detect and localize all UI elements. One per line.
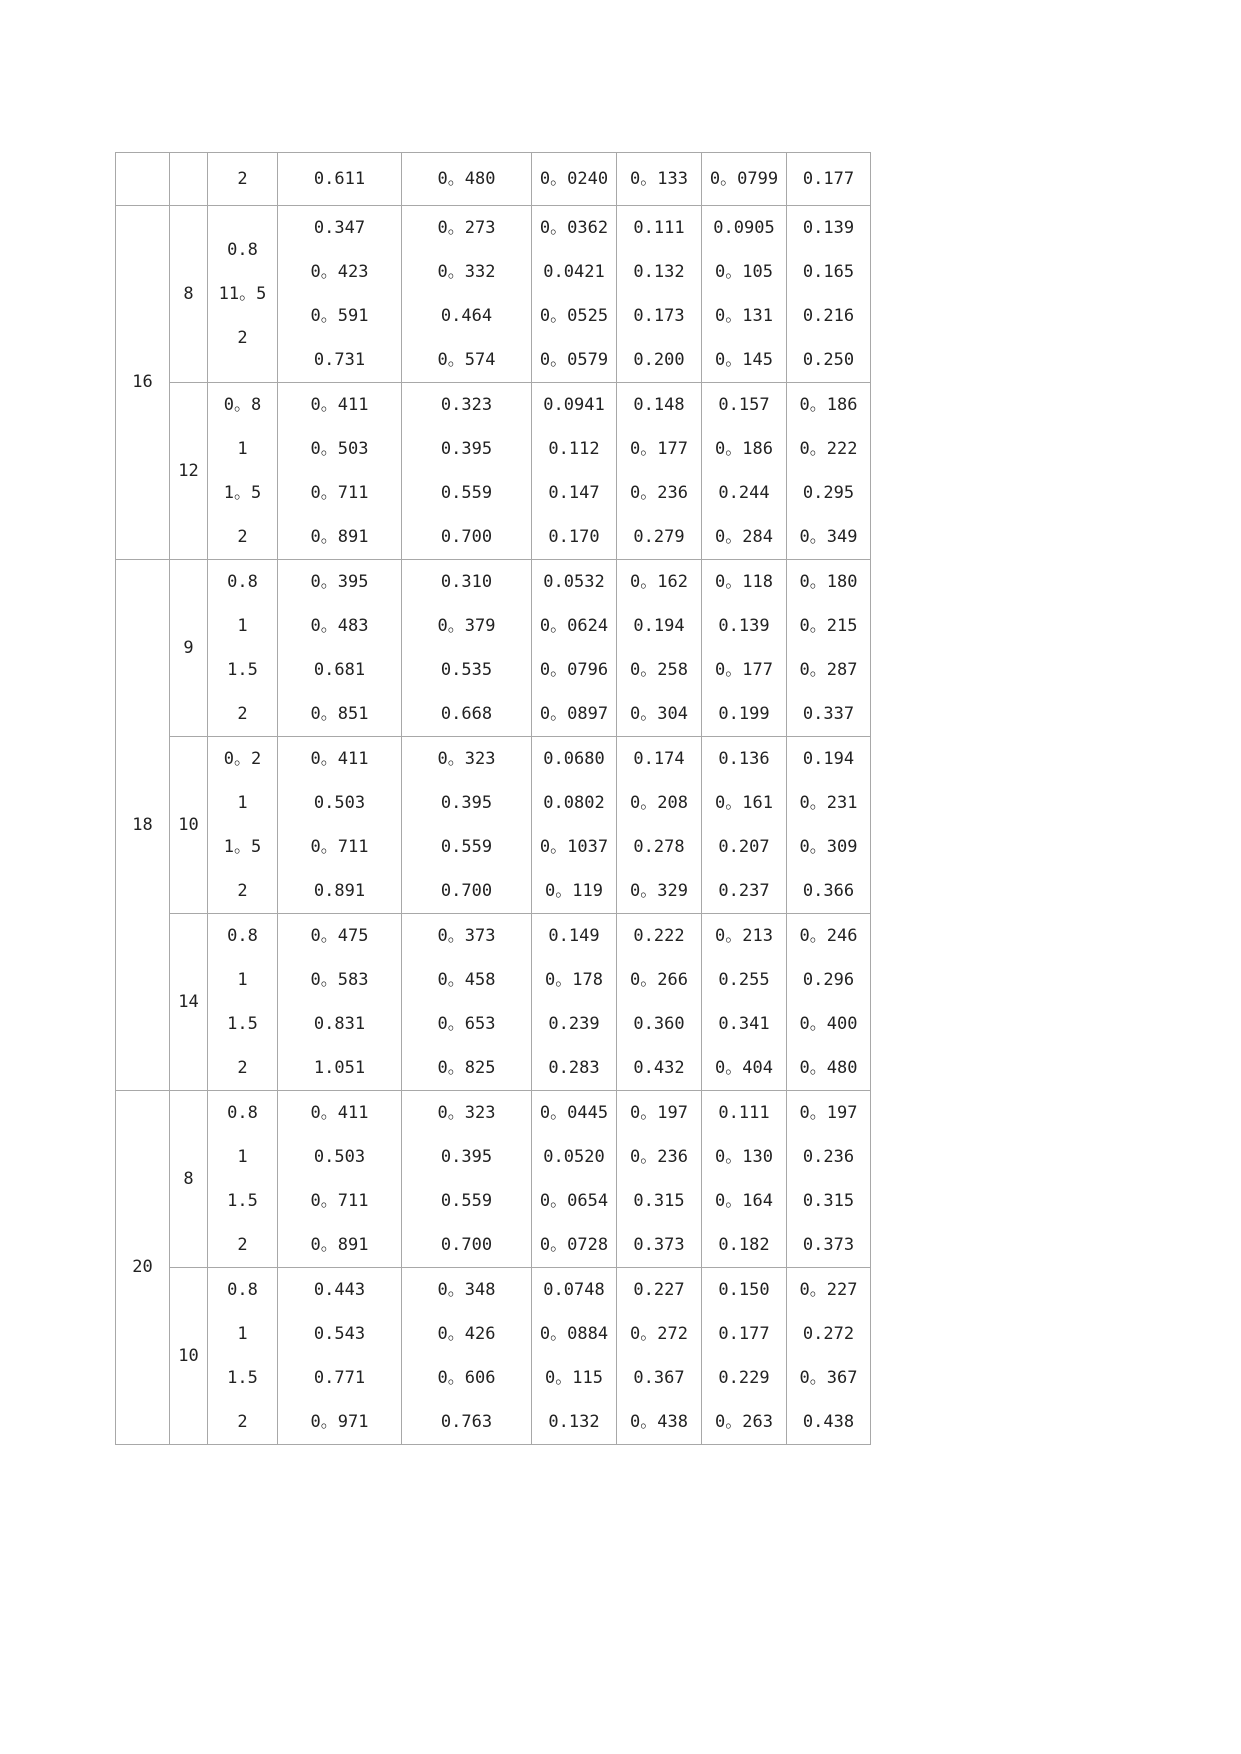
cell-value: 0。222 xyxy=(799,439,858,459)
value-cell xyxy=(532,383,617,560)
value-cell xyxy=(787,914,871,1091)
cell-value: 0.139 xyxy=(718,616,770,636)
sub-size-cell: 14 xyxy=(170,914,208,1091)
cell-value: 0.373 xyxy=(802,1235,855,1255)
value-cell xyxy=(617,737,702,914)
thickness-value: 1.5 xyxy=(227,1191,258,1211)
cell-value: 0。483 xyxy=(310,616,369,636)
cell-value: 0.194 xyxy=(802,749,855,769)
cell-value: 0。0796 xyxy=(539,660,609,680)
cell-value: 0。323 xyxy=(437,1103,496,1123)
cell-value: 0.112 xyxy=(548,439,600,459)
cell-value: 0.395 xyxy=(440,793,493,813)
cell-value: 0。711 xyxy=(310,1191,369,1211)
cell-value: 0.367 xyxy=(633,1368,685,1388)
thickness-value: 1.5 xyxy=(227,660,258,680)
value-cell xyxy=(278,560,402,737)
cell-value: 0.347 xyxy=(313,218,366,238)
cell-value: 0。349 xyxy=(799,527,858,547)
cell-value: 0.132 xyxy=(633,262,685,282)
cell-value: 0。0445 xyxy=(539,1103,609,1123)
thickness-cell xyxy=(208,560,278,737)
cell-value: 0。309 xyxy=(799,837,858,857)
cell-value: 0.891 xyxy=(313,881,366,901)
cell-value: 0。164 xyxy=(715,1191,773,1211)
thickness-value: 1.5 xyxy=(227,1014,258,1034)
cell-value: 0。423 xyxy=(310,262,369,282)
cell-value: 0.111 xyxy=(633,218,685,238)
cell-value: 0。118 xyxy=(715,572,773,592)
cell-value: 0.559 xyxy=(440,1191,493,1211)
value-cell: 0。0240 xyxy=(532,153,617,206)
cell-value: 0.0520 xyxy=(543,1147,605,1167)
cell-value: 0.315 xyxy=(802,1191,855,1211)
table-row xyxy=(116,153,871,206)
cell-value: 0.763 xyxy=(440,1412,493,1432)
cell-value: 0。0728 xyxy=(539,1235,609,1255)
cell-value: 0.0421 xyxy=(543,262,605,282)
value-cell xyxy=(402,1091,532,1268)
cell-value: 0.194 xyxy=(633,616,685,636)
cell-value: 0。891 xyxy=(310,1235,369,1255)
cell-value: 0。162 xyxy=(630,572,688,592)
cell-value: 0。197 xyxy=(799,1103,858,1123)
cell-value: 0.227 xyxy=(633,1280,685,1300)
value-cell xyxy=(702,560,787,737)
table-row xyxy=(116,1091,871,1268)
thickness-value: 2 xyxy=(237,881,248,901)
cell-value: 0。323 xyxy=(437,749,496,769)
cell-value: 0.295 xyxy=(802,483,855,503)
cell-value: 0.543 xyxy=(313,1324,366,1344)
value-cell xyxy=(278,383,402,560)
cell-value: 0.236 xyxy=(802,1147,855,1167)
cell-value: 0。379 xyxy=(437,616,496,636)
thickness-cell xyxy=(208,1091,278,1268)
cell-value: 0.337 xyxy=(802,704,855,724)
cell-value: 0。0579 xyxy=(539,350,609,370)
value-cell xyxy=(532,914,617,1091)
cell-value: 0.0748 xyxy=(543,1280,605,1300)
value-cell xyxy=(787,737,871,914)
thickness-cell xyxy=(208,737,278,914)
thickness-value: 1.5 xyxy=(227,1368,258,1388)
cell-value: 0。105 xyxy=(715,262,773,282)
cell-value: 0.229 xyxy=(718,1368,770,1388)
thickness-value: 2 xyxy=(237,1412,248,1432)
cell-value: 0。115 xyxy=(545,1368,603,1388)
cell-value: 0.278 xyxy=(633,837,685,857)
value-cell xyxy=(702,1268,787,1445)
sub-size-cell: 10 xyxy=(170,737,208,914)
cell-value: 0.559 xyxy=(440,483,493,503)
thickness-cell xyxy=(208,914,278,1091)
cell-value: 0。411 xyxy=(310,395,369,415)
cell-value: 0。231 xyxy=(799,793,858,813)
cell-value: 0.668 xyxy=(440,704,493,724)
cell-value: 0.177 xyxy=(718,1324,770,1344)
cell-value: 0。591 xyxy=(310,306,369,326)
cell-value: 0.771 xyxy=(313,1368,366,1388)
value-cell xyxy=(617,206,702,383)
cell-value: 0.222 xyxy=(633,926,685,946)
value-cell xyxy=(402,383,532,560)
cell-value: 0。273 xyxy=(437,218,496,238)
cell-value: 0.535 xyxy=(440,660,493,680)
thickness-value: 1 xyxy=(237,793,248,813)
table-row xyxy=(116,914,871,1091)
cell-value: 0.395 xyxy=(440,439,493,459)
cell-value: 0。404 xyxy=(715,1058,773,1078)
cell-value: 0。266 xyxy=(630,970,688,990)
cell-value: 0。197 xyxy=(630,1103,688,1123)
value-cell xyxy=(532,737,617,914)
value-cell xyxy=(787,1091,871,1268)
cell-value: 0。329 xyxy=(630,881,688,901)
sub-size-cell xyxy=(170,153,208,206)
cell-value: 0.296 xyxy=(802,970,855,990)
thickness-cell xyxy=(208,206,278,383)
cell-value: 0.250 xyxy=(802,350,855,370)
cell-value: 0.438 xyxy=(802,1412,855,1432)
cell-value: 0.0941 xyxy=(543,395,605,415)
thickness-value: 1 xyxy=(237,616,248,636)
cell-value: 0。178 xyxy=(545,970,603,990)
cell-value: 0。180 xyxy=(799,572,858,592)
cell-value: 0.373 xyxy=(633,1235,685,1255)
thickness-value: 0.8 xyxy=(227,1280,258,1300)
cell-value: 0。606 xyxy=(437,1368,496,1388)
cell-value: 0.395 xyxy=(440,1147,493,1167)
cell-value: 0。304 xyxy=(630,704,688,724)
cell-value: 0.132 xyxy=(548,1412,600,1432)
thickness-value: 1。5 xyxy=(223,483,262,503)
value-cell xyxy=(278,737,402,914)
value-cell xyxy=(702,737,787,914)
cell-value: 0。119 xyxy=(545,881,603,901)
table-row xyxy=(116,560,871,737)
cell-value: 0。711 xyxy=(310,837,369,857)
thickness-value: 2 xyxy=(237,1058,248,1078)
thickness-value: 2 xyxy=(237,328,248,348)
cell-value: 0.216 xyxy=(802,306,855,326)
cell-value: 0。475 xyxy=(310,926,369,946)
thickness-value: 0。8 xyxy=(223,395,262,415)
cell-value: 0.199 xyxy=(718,704,770,724)
cell-value: 0。227 xyxy=(799,1280,858,1300)
cell-value: 0。851 xyxy=(310,704,369,724)
thickness-cell xyxy=(208,1268,278,1445)
cell-value: 0.139 xyxy=(802,218,855,238)
sub-size-cell: 8 xyxy=(170,1091,208,1268)
cell-value: 0.700 xyxy=(440,1235,493,1255)
cell-value: 0。891 xyxy=(310,527,369,547)
cell-value: 0。574 xyxy=(437,350,496,370)
cell-value: 0。367 xyxy=(799,1368,858,1388)
cell-value: 0。825 xyxy=(437,1058,496,1078)
cell-value: 0.150 xyxy=(718,1280,770,1300)
value-cell xyxy=(402,560,532,737)
value-cell xyxy=(787,206,871,383)
cell-value: 0。411 xyxy=(310,1103,369,1123)
cell-value: 0.157 xyxy=(718,395,770,415)
cell-value: 0.149 xyxy=(548,926,600,946)
thickness-value: 1 xyxy=(237,970,248,990)
value-cell xyxy=(402,206,532,383)
cell-value: 0。236 xyxy=(630,483,688,503)
cell-value: 0。0525 xyxy=(539,306,609,326)
cell-value: 0。583 xyxy=(310,970,369,990)
value-cell xyxy=(278,206,402,383)
value-cell xyxy=(787,560,871,737)
value-cell xyxy=(617,1091,702,1268)
table-row xyxy=(116,383,871,560)
cell-value: 0.0905 xyxy=(713,218,775,238)
thickness-value: 2 xyxy=(237,527,248,547)
value-cell xyxy=(402,737,532,914)
value-cell xyxy=(278,1268,402,1445)
cell-value: 0.831 xyxy=(313,1014,366,1034)
cell-value: 0.148 xyxy=(633,395,685,415)
cell-value: 0。213 xyxy=(715,926,773,946)
cell-value: 0.503 xyxy=(313,1147,366,1167)
cell-value: 0。711 xyxy=(310,483,369,503)
cell-value: 0.237 xyxy=(718,881,770,901)
value-cell xyxy=(532,1268,617,1445)
cell-value: 0。246 xyxy=(799,926,858,946)
cell-value: 0.315 xyxy=(633,1191,685,1211)
value-cell xyxy=(702,914,787,1091)
sub-size-cell: 12 xyxy=(170,383,208,560)
cell-value: 0.443 xyxy=(313,1280,366,1300)
cell-value: 0.360 xyxy=(633,1014,685,1034)
cell-value: 0.731 xyxy=(313,350,366,370)
thickness-value: 1 xyxy=(237,439,248,459)
sub-size-cell: 9 xyxy=(170,560,208,737)
cell-value: 0.111 xyxy=(718,1103,770,1123)
diameter-cell: 16 xyxy=(116,206,170,560)
thickness-cell: 2 xyxy=(208,153,278,206)
thickness-cell xyxy=(208,383,278,560)
thickness-value: 1 xyxy=(237,1324,248,1344)
value-cell xyxy=(617,383,702,560)
value-cell xyxy=(617,560,702,737)
cell-value: 0。438 xyxy=(630,1412,688,1432)
cell-value: 0。480 xyxy=(799,1058,858,1078)
cell-value: 0.310 xyxy=(440,572,493,592)
cell-value: 0。284 xyxy=(715,527,773,547)
cell-value: 0。177 xyxy=(715,660,773,680)
cell-value: 0。130 xyxy=(715,1147,773,1167)
diameter-cell: 18 xyxy=(116,560,170,1091)
value-cell xyxy=(278,914,402,1091)
cell-value: 0。0654 xyxy=(539,1191,609,1211)
cell-value: 0。503 xyxy=(310,439,369,459)
thickness-value: 0.8 xyxy=(227,572,258,592)
thickness-value: 0.8 xyxy=(227,926,258,946)
cell-value: 0.464 xyxy=(440,306,493,326)
cell-value: 0。208 xyxy=(630,793,688,813)
thickness-value: 2 xyxy=(237,704,248,724)
cell-value: 0.366 xyxy=(802,881,855,901)
cell-value: 0。1037 xyxy=(539,837,609,857)
value-cell xyxy=(702,206,787,383)
cell-value: 0.174 xyxy=(633,749,685,769)
cell-value: 0。145 xyxy=(715,350,773,370)
cell-value: 0.147 xyxy=(548,483,600,503)
cell-value: 1.051 xyxy=(313,1058,366,1078)
cell-value: 0。131 xyxy=(715,306,773,326)
value-cell: 0。133 xyxy=(617,153,702,206)
cell-value: 0.0532 xyxy=(543,572,605,592)
value-cell: 0.611 xyxy=(278,153,402,206)
cell-value: 0.136 xyxy=(718,749,770,769)
cell-value: 0.170 xyxy=(548,527,600,547)
cell-value: 0。411 xyxy=(310,749,369,769)
value-cell: 0。480 xyxy=(402,153,532,206)
cell-value: 0。0897 xyxy=(539,704,609,724)
table-row xyxy=(116,1268,871,1445)
sub-size-cell: 10 xyxy=(170,1268,208,1445)
cell-value: 0.272 xyxy=(802,1324,855,1344)
cell-value: 0。332 xyxy=(437,262,496,282)
cell-value: 0。236 xyxy=(630,1147,688,1167)
value-cell xyxy=(278,1091,402,1268)
cell-value: 0。0884 xyxy=(539,1324,609,1344)
cell-value: 0。653 xyxy=(437,1014,496,1034)
cell-value: 0.432 xyxy=(633,1058,685,1078)
cell-value: 0.207 xyxy=(718,837,770,857)
cell-value: 0.0802 xyxy=(543,793,605,813)
value-cell xyxy=(787,383,871,560)
value-cell xyxy=(617,1268,702,1445)
cell-value: 0.200 xyxy=(633,350,685,370)
cell-value: 0。263 xyxy=(715,1412,773,1432)
cell-value: 0.173 xyxy=(633,306,685,326)
cell-value: 0。373 xyxy=(437,926,496,946)
value-cell xyxy=(702,383,787,560)
value-cell xyxy=(532,206,617,383)
cell-value: 0。348 xyxy=(437,1280,496,1300)
cell-value: 0。258 xyxy=(630,660,688,680)
thickness-value: 1。5 xyxy=(223,837,262,857)
cell-value: 0.700 xyxy=(440,527,493,547)
cell-value: 0.279 xyxy=(633,527,685,547)
data-table xyxy=(115,152,871,1445)
value-cell xyxy=(532,1091,617,1268)
cell-value: 0。400 xyxy=(799,1014,858,1034)
cell-value: 0.255 xyxy=(718,970,770,990)
cell-value: 0。971 xyxy=(310,1412,369,1432)
value-cell xyxy=(617,914,702,1091)
cell-value: 0.283 xyxy=(548,1058,600,1078)
cell-value: 0.239 xyxy=(548,1014,600,1034)
thickness-value: 1 xyxy=(237,1147,248,1167)
diameter-cell: 20 xyxy=(116,1091,170,1445)
thickness-value: 11。5 xyxy=(218,284,267,304)
thickness-value: 2 xyxy=(237,1235,248,1255)
cell-value: 0。0362 xyxy=(539,218,609,238)
cell-value: 0。458 xyxy=(437,970,496,990)
table-row xyxy=(116,737,871,914)
cell-value: 0。177 xyxy=(630,439,688,459)
table-body xyxy=(116,153,871,1445)
cell-value: 0。395 xyxy=(310,572,369,592)
cell-value: 0.559 xyxy=(440,837,493,857)
cell-value: 0。161 xyxy=(715,793,773,813)
cell-value: 0。215 xyxy=(799,616,858,636)
value-cell: 0。0799 xyxy=(702,153,787,206)
cell-value: 0。287 xyxy=(799,660,858,680)
value-cell xyxy=(532,560,617,737)
cell-value: 0.165 xyxy=(802,262,855,282)
cell-value: 0。186 xyxy=(715,439,773,459)
cell-value: 0.681 xyxy=(313,660,366,680)
cell-value: 0.700 xyxy=(440,881,493,901)
diameter-cell xyxy=(116,153,170,206)
cell-value: 0.323 xyxy=(440,395,493,415)
thickness-value: 0.8 xyxy=(227,240,258,260)
value-cell xyxy=(702,1091,787,1268)
table-row xyxy=(116,206,871,383)
value-cell xyxy=(402,1268,532,1445)
sub-size-cell: 8 xyxy=(170,206,208,383)
thickness-value: 0.8 xyxy=(227,1103,258,1123)
cell-value: 0。0624 xyxy=(539,616,609,636)
value-cell xyxy=(402,914,532,1091)
cell-value: 0。186 xyxy=(799,395,858,415)
cell-value: 0.244 xyxy=(718,483,770,503)
cell-value: 0.503 xyxy=(313,793,366,813)
value-cell: 0.177 xyxy=(787,153,871,206)
value-cell xyxy=(787,1268,871,1445)
cell-value: 0。426 xyxy=(437,1324,496,1344)
thickness-value: 0。2 xyxy=(223,749,262,769)
cell-value: 0.0680 xyxy=(543,749,605,769)
cell-value: 0.341 xyxy=(718,1014,770,1034)
cell-value: 0.182 xyxy=(718,1235,770,1255)
cell-value: 0。272 xyxy=(630,1324,688,1344)
